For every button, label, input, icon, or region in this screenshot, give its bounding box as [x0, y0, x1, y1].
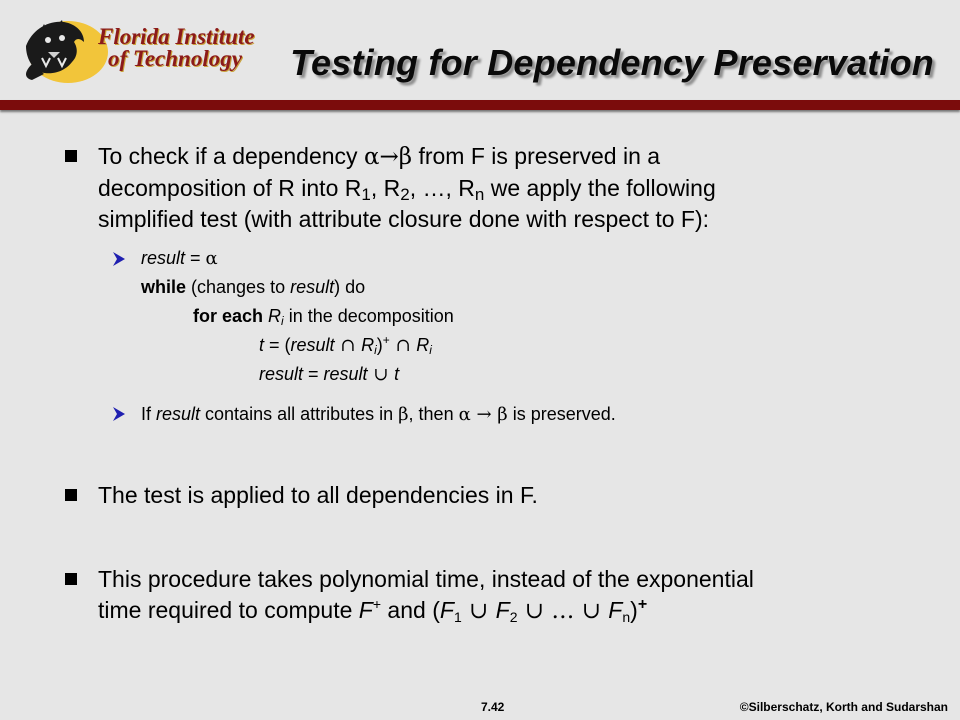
bullet-2-text: The test is applied to all dependencies in F.	[98, 482, 538, 508]
bullet-1-line-3: simplified test (with attribute closure done with respect to F):	[98, 206, 710, 232]
title-divider	[0, 100, 960, 110]
algorithm-line-3: for each $R_i$ in the decomposition	[193, 306, 454, 328]
sub-point-text: If result contains all attributes in β, then α → β is preserved.	[141, 404, 616, 425]
arrow-bullet-icon	[112, 406, 126, 422]
bullet-3-line-1: This procedure takes polynomial time, instead of the exponential	[98, 566, 754, 592]
copyright-notice: ©Silberschatz, Korth and Sudarshan	[739, 700, 948, 714]
bullet-square-icon	[65, 573, 77, 585]
bullet-square-icon	[65, 150, 77, 162]
alpha-symbol: α	[363, 144, 380, 170]
algorithm-line-1: result = α	[141, 248, 218, 269]
bullet-3-text	[98, 564, 754, 627]
bullet-3-line-2: time required to compute F+ and ($F_1$ ∪ $F_2$ ∪ … ∪ $F_n)^+$	[98, 596, 648, 625]
bullet-1-text	[98, 141, 716, 235]
page-number: 7.42	[481, 700, 505, 714]
arrow-symbol: →	[379, 144, 399, 170]
bullet-1-line-2: decomposition of R into $R_1$, $R_2$, …, $R_n$ we apply the following	[98, 175, 716, 204]
algorithm-line-4: t = (result ∩ $R_i)^+$ ∩ $R_i$	[259, 333, 432, 357]
bullet-1-line-1: To check if a dependency α→β from F is preserved in a	[98, 143, 661, 170]
institute-logo	[18, 12, 255, 84]
logo-line-2: of Technology	[108, 46, 242, 71]
slide-title: Testing for Dependency Preservation	[290, 42, 934, 83]
beta-symbol: β	[398, 144, 413, 170]
algorithm-line-2: while (changes to result) do	[141, 277, 366, 297]
algorithm-line-5: result = result ∪ t	[259, 364, 400, 385]
logo-line-1: Florida Institute	[98, 24, 255, 49]
bullet-square-icon	[65, 489, 77, 501]
arrow-bullet-icon	[112, 251, 126, 267]
